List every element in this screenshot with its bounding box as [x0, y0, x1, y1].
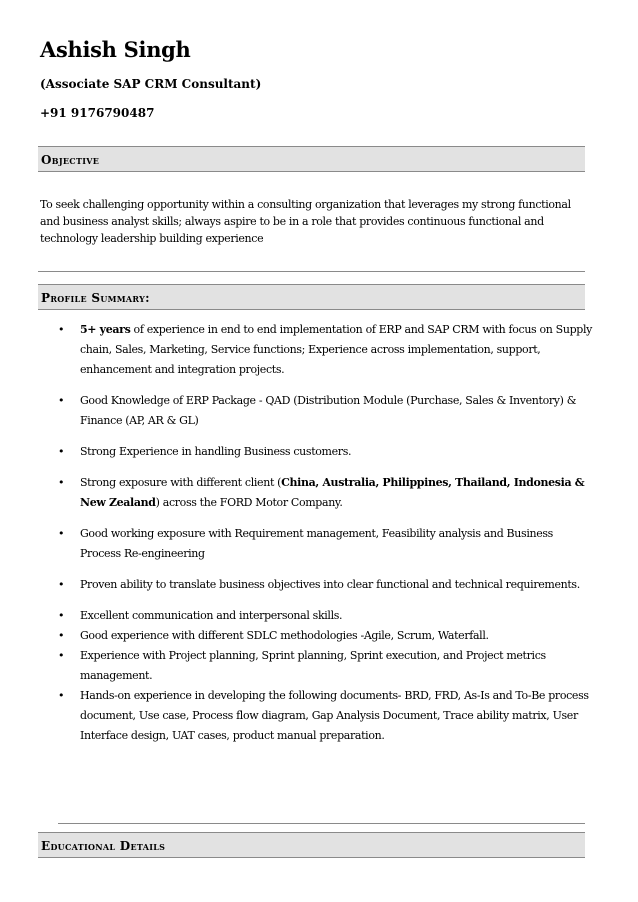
education-heading: Educational Details — [41, 839, 166, 853]
candidate-role: (Associate SAP CRM Consultant) — [40, 77, 262, 91]
candidate-phone: +91 9176790487 — [40, 106, 155, 120]
list-item: • Good Knowledge of ERP Package - QAD (Distribution Module (Purchase, Sales & Inventory) & Finance (AP, AR & GL) — [56, 391, 596, 431]
objective-heading: Objective — [41, 153, 100, 167]
list-item: • Experience with Project planning, Sprint planning, Sprint execution, and Project metrics management. — [56, 646, 596, 686]
candidate-name: Ashish Singh — [40, 37, 191, 62]
education-section-header — [38, 832, 585, 858]
list-item: • 5+ years of experience in end to end implementation of ERP and SAP CRM with focus on Supply chain, Sales, Marketing, Service functions; Experience across implementation, support, enhancement and integration projects. — [56, 320, 596, 380]
list-item: • Hands-on experience in developing the following documents- BRD, FRD, As-Is and To-Be process document, Use case, Process flow diagram, Gap Analysis Document, Trace ability matrix, User Interface design, UAT cases, product manual preparation. — [56, 686, 596, 746]
list-item: • Good experience with different SDLC methodologies -Agile, Scrum, Waterfall. — [56, 626, 596, 646]
list-item: • Proven ability to translate business objectives into clear functional and technical requirements. — [56, 575, 596, 595]
list-item: • Strong exposure with different client (China, Australia, Philippines, Thailand, Indonesia & New Zealand) across the FORD Motor Company. — [56, 473, 596, 513]
profile-heading: Profile Summary: — [41, 291, 150, 305]
profile-summary-list — [56, 320, 596, 746]
list-item: • Excellent communication and interpersonal skills. — [56, 606, 596, 626]
objective-text: To seek challenging opportunity within a consulting organization that leverages my strong functional and business analyst skills; always aspire to be in a role that provides continuous functional and technology leadership building experience — [40, 198, 571, 245]
divider — [38, 271, 585, 272]
divider — [58, 823, 585, 824]
list-item: • Good working exposure with Requirement management, Feasibility analysis and Business Process Re-engineering — [56, 524, 596, 564]
list-item: • Strong Experience in handling Business customers. — [56, 442, 596, 462]
profile-section-header — [38, 284, 585, 310]
objective-section-header — [38, 146, 585, 172]
